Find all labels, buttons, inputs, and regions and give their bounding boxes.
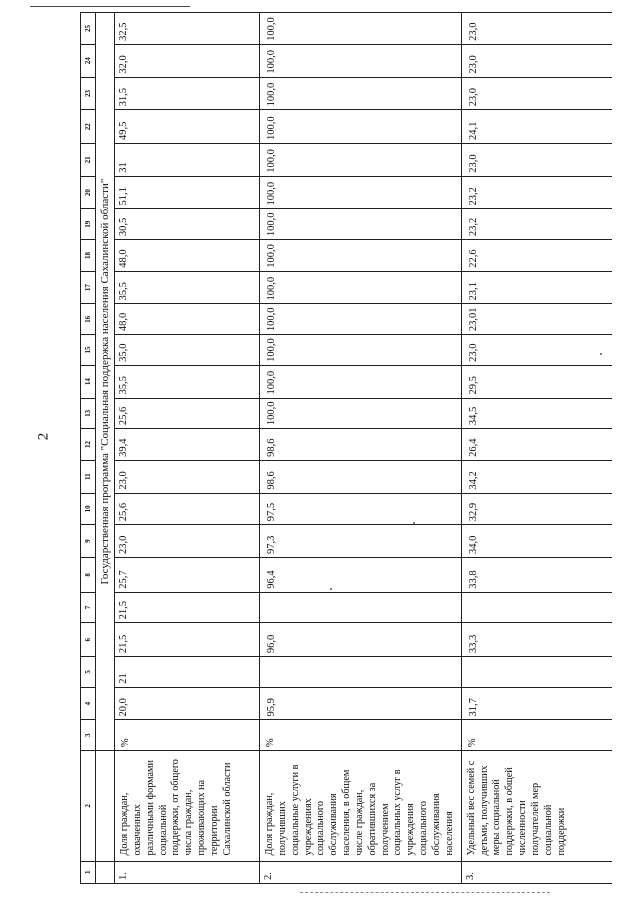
value-cell: 32,9	[461, 493, 612, 525]
value-cell: 35,0	[115, 335, 260, 366]
value-cell: 31,7	[461, 687, 612, 720]
value-cell: 21,5	[115, 623, 260, 657]
column-number: 10	[81, 493, 96, 525]
value-cell: 23,01	[461, 304, 612, 335]
value-cell: 35,5	[115, 271, 260, 304]
indicator-description: Доля граждан, получивших социальные услуги в учреждениях социального обслуживания населения, в общем числе граждан, обратившихся за получением социальных услуг в учреждения социального обслуживания населения	[260, 751, 462, 861]
row-number: 3.	[461, 861, 612, 883]
value-cell: 22,6	[461, 240, 612, 272]
value-cell	[461, 657, 612, 688]
column-number: 22	[81, 110, 96, 144]
value-cell: 26,4	[461, 429, 612, 461]
value-cell: 24,1	[461, 110, 612, 144]
value-cell: 34,2	[461, 460, 612, 493]
column-number: 3	[81, 720, 96, 751]
empty-cell	[96, 751, 115, 861]
value-cell: 98,6	[260, 429, 462, 461]
column-number: 1	[81, 861, 96, 883]
page-number: 2	[35, 432, 52, 441]
value-cell: 23,0	[461, 44, 612, 77]
program-title: Государственная программа "Социальная поддержка населения Сахалинской области"	[96, 13, 115, 751]
value-cell: 23,2	[461, 209, 612, 240]
column-number: 11	[81, 460, 96, 493]
value-cell: 31	[115, 144, 260, 177]
row-number: 2.	[260, 861, 462, 883]
row-number: 1.	[115, 861, 260, 883]
empty-cell	[96, 861, 115, 883]
value-cell	[260, 657, 462, 688]
value-cell: 23,0	[461, 13, 612, 45]
column-number: 17	[81, 271, 96, 304]
value-cell: 100,0	[260, 335, 462, 366]
value-cell: 48,0	[115, 304, 260, 335]
column-number: 15	[81, 335, 96, 366]
value-cell: 21	[115, 657, 260, 688]
column-number: 2	[81, 751, 96, 861]
unit-cell: %	[461, 720, 612, 751]
value-cell: 23,2	[461, 176, 612, 209]
value-cell: 95,9	[260, 687, 462, 720]
value-cell: 23,0	[115, 525, 260, 558]
table-row	[461, 13, 612, 884]
scan-speck	[600, 353, 602, 355]
table-row	[260, 13, 462, 884]
value-cell: 100,0	[260, 209, 462, 240]
value-cell: 25,6	[115, 493, 260, 525]
column-number: 18	[81, 240, 96, 272]
value-cell: 100,0	[260, 365, 462, 398]
value-cell: 30,5	[115, 209, 260, 240]
value-cell: 23,0	[115, 460, 260, 493]
top-rule	[30, 6, 190, 7]
value-cell: 100,0	[260, 304, 462, 335]
value-cell: 100,0	[260, 271, 462, 304]
value-cell: 32,0	[115, 44, 260, 77]
value-cell: 48,0	[115, 240, 260, 272]
unit-cell: %	[115, 720, 260, 751]
column-number: 20	[81, 176, 96, 209]
value-cell: 23,0	[461, 144, 612, 177]
bottom-rule	[300, 892, 550, 893]
column-number: 6	[81, 623, 96, 657]
unit-cell: %	[260, 720, 462, 751]
value-cell: 32,5	[115, 13, 260, 45]
value-cell: 100,0	[260, 110, 462, 144]
column-number: 5	[81, 657, 96, 688]
column-number: 8	[81, 557, 96, 592]
value-cell: 100,0	[260, 13, 462, 45]
value-cell: 100,0	[260, 240, 462, 272]
column-number: 25	[81, 13, 96, 45]
column-number: 19	[81, 209, 96, 240]
value-cell	[260, 592, 462, 623]
value-cell: 51,1	[115, 176, 260, 209]
value-cell: 39,4	[115, 429, 260, 461]
value-cell: 96,0	[260, 623, 462, 657]
value-cell: 23,1	[461, 271, 612, 304]
column-number: 21	[81, 144, 96, 177]
value-cell: 29,5	[461, 365, 612, 398]
table-row	[115, 13, 260, 884]
scan-speck	[330, 588, 332, 590]
value-cell: 100,0	[260, 398, 462, 429]
column-number: 9	[81, 525, 96, 558]
column-number: 7	[81, 592, 96, 623]
value-cell: 33,3	[461, 623, 612, 657]
value-cell: 33,8	[461, 557, 612, 592]
column-number: 24	[81, 44, 96, 77]
column-number-row	[81, 13, 96, 884]
value-cell: 31,5	[115, 77, 260, 110]
indicator-description: Удельный вес семей с детьми, получивших меры социальной поддержки, в общей численности получателей мер социальной поддержки	[461, 751, 612, 861]
program-title-row	[96, 13, 115, 884]
column-number: 16	[81, 304, 96, 335]
indicators-table	[80, 12, 612, 884]
column-number: 14	[81, 365, 96, 398]
column-number: 12	[81, 429, 96, 461]
value-cell: 23,0	[461, 77, 612, 110]
value-cell: 34,0	[461, 525, 612, 558]
value-cell: 21,5	[115, 592, 260, 623]
value-cell: 23,0	[461, 335, 612, 366]
value-cell: 97,3	[260, 525, 462, 558]
value-cell: 96,4	[260, 557, 462, 592]
value-cell	[461, 592, 612, 623]
rotated-table-area	[80, 12, 612, 884]
value-cell: 25,6	[115, 398, 260, 429]
value-cell: 20,0	[115, 687, 260, 720]
value-cell: 35,5	[115, 365, 260, 398]
value-cell: 100,0	[260, 144, 462, 177]
value-cell: 49,5	[115, 110, 260, 144]
column-number: 13	[81, 398, 96, 429]
value-cell: 98,6	[260, 460, 462, 493]
scan-speck	[413, 522, 415, 524]
value-cell: 25,7	[115, 557, 260, 592]
column-number: 4	[81, 687, 96, 720]
column-number: 23	[81, 77, 96, 110]
value-cell: 100,0	[260, 77, 462, 110]
value-cell: 34,5	[461, 398, 612, 429]
value-cell: 100,0	[260, 176, 462, 209]
indicator-description: Доля граждан, охваченных различными формами социальной поддержки, от общего числа граждан, проживающих на территории Сахалинской области	[115, 751, 260, 861]
value-cell: 100,0	[260, 44, 462, 77]
value-cell: 97,5	[260, 493, 462, 525]
